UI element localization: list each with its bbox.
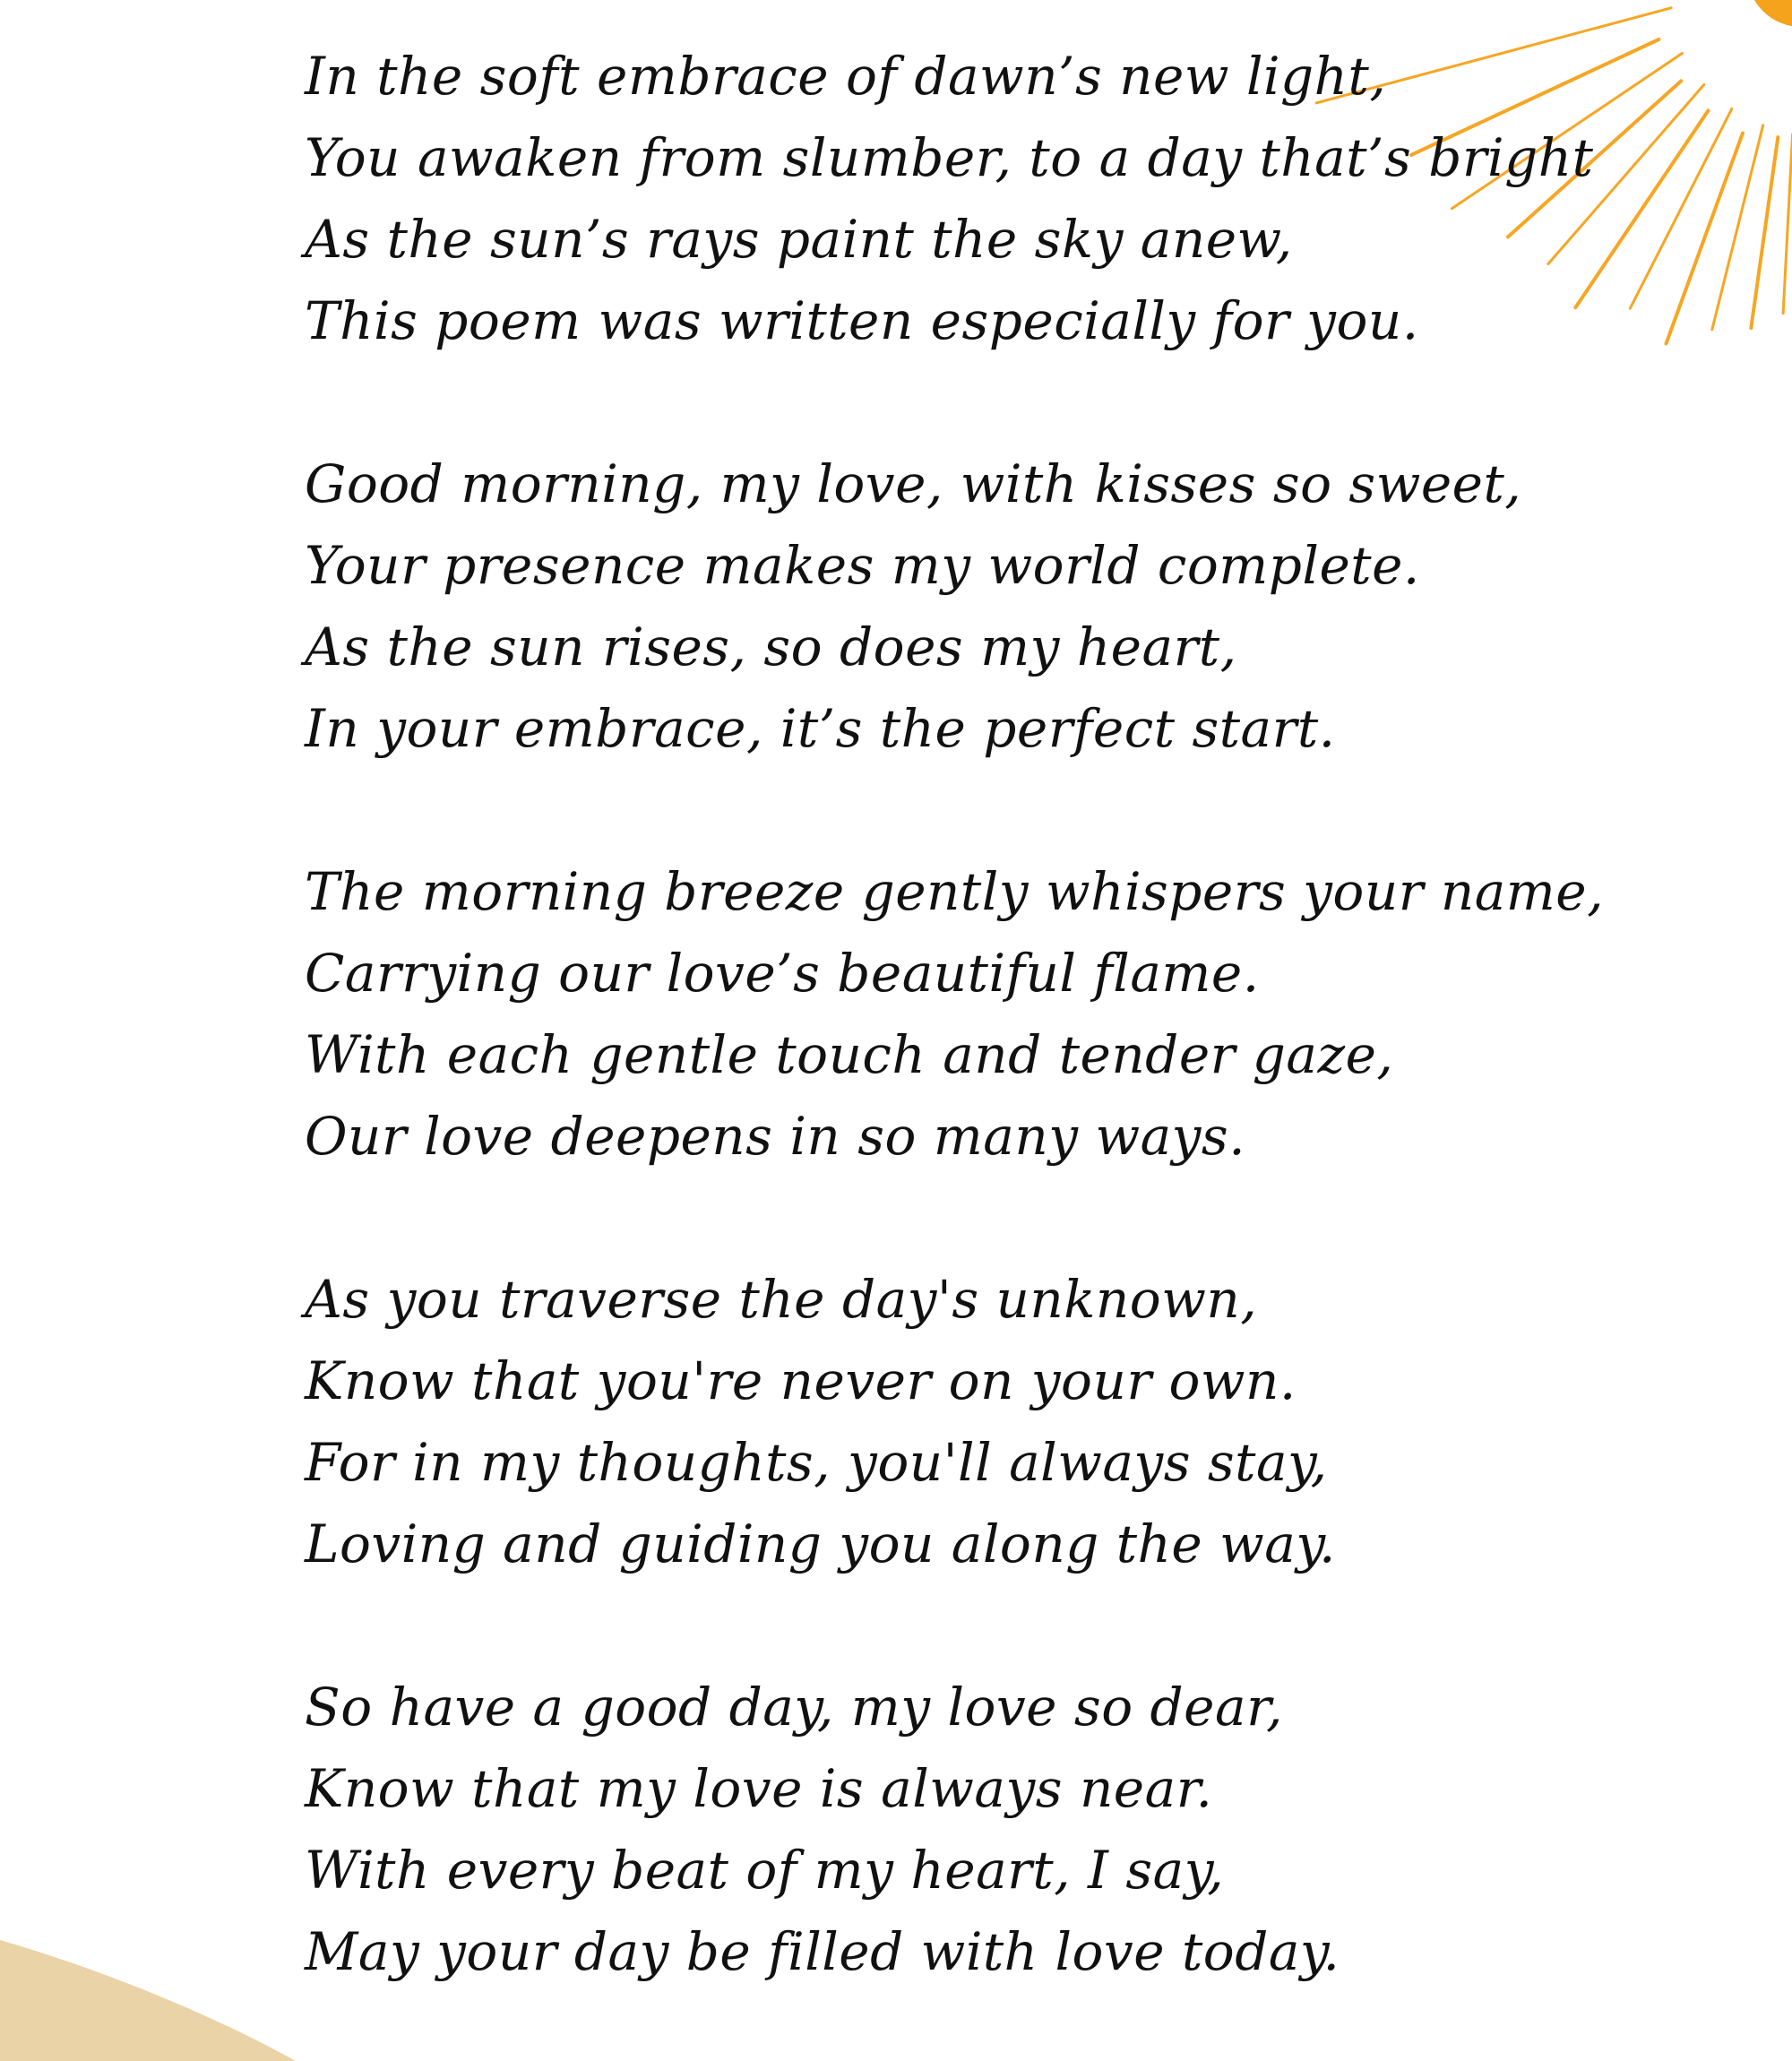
poem-line: You awaken from slumber, to a day that’s bright bbox=[305, 127, 1594, 188]
poem-line: May your day be filled with love today. bbox=[305, 1921, 1340, 1982]
poem-line: The morning breeze gently whispers your name, bbox=[305, 861, 1605, 922]
stanza-5 bbox=[305, 1667, 1523, 1993]
poem-line: Good morning, my love, with kisses so sweet, bbox=[305, 453, 1522, 514]
stanza-3 bbox=[305, 851, 1605, 1177]
poem-line: As the sun’s rays paint the sky anew, bbox=[305, 209, 1293, 270]
poem-line: So have a good day, my love so dear, bbox=[305, 1677, 1283, 1738]
poem-line: As the sun rises, so does my heart, bbox=[305, 617, 1237, 677]
poem-line: This poem was written especially for you. bbox=[305, 290, 1419, 351]
poem-line: Loving and guiding you along the way. bbox=[305, 1513, 1336, 1574]
poem bbox=[305, 36, 1605, 2061]
stanza-1 bbox=[305, 36, 1594, 362]
poem-line: As you traverse the day's unknown, bbox=[305, 1269, 1258, 1330]
poem-line: Know that you're never on your own. bbox=[305, 1350, 1297, 1411]
poem-line: Our love deepens in so many ways. bbox=[305, 1106, 1246, 1167]
stanza-2 bbox=[305, 444, 1523, 770]
poem-line: With each gentle touch and tender gaze, bbox=[305, 1024, 1394, 1085]
poem-line: Know that my love is always near. bbox=[305, 1758, 1213, 1819]
poem-line: In your embrace, it’s the perfect start. bbox=[305, 698, 1336, 759]
poem-line: With every beat of my heart, I say, bbox=[305, 1840, 1225, 1901]
poem-line: In the soft embrace of dawn’s new light, bbox=[305, 46, 1387, 107]
poem-line: Your presence makes my world complete. bbox=[305, 535, 1420, 596]
stanza-4 bbox=[305, 1259, 1523, 1585]
poem-line: For in my thoughts, you'll always stay, bbox=[305, 1432, 1328, 1493]
poem-line: Carrying our love’s beautiful flame. bbox=[305, 943, 1260, 1004]
